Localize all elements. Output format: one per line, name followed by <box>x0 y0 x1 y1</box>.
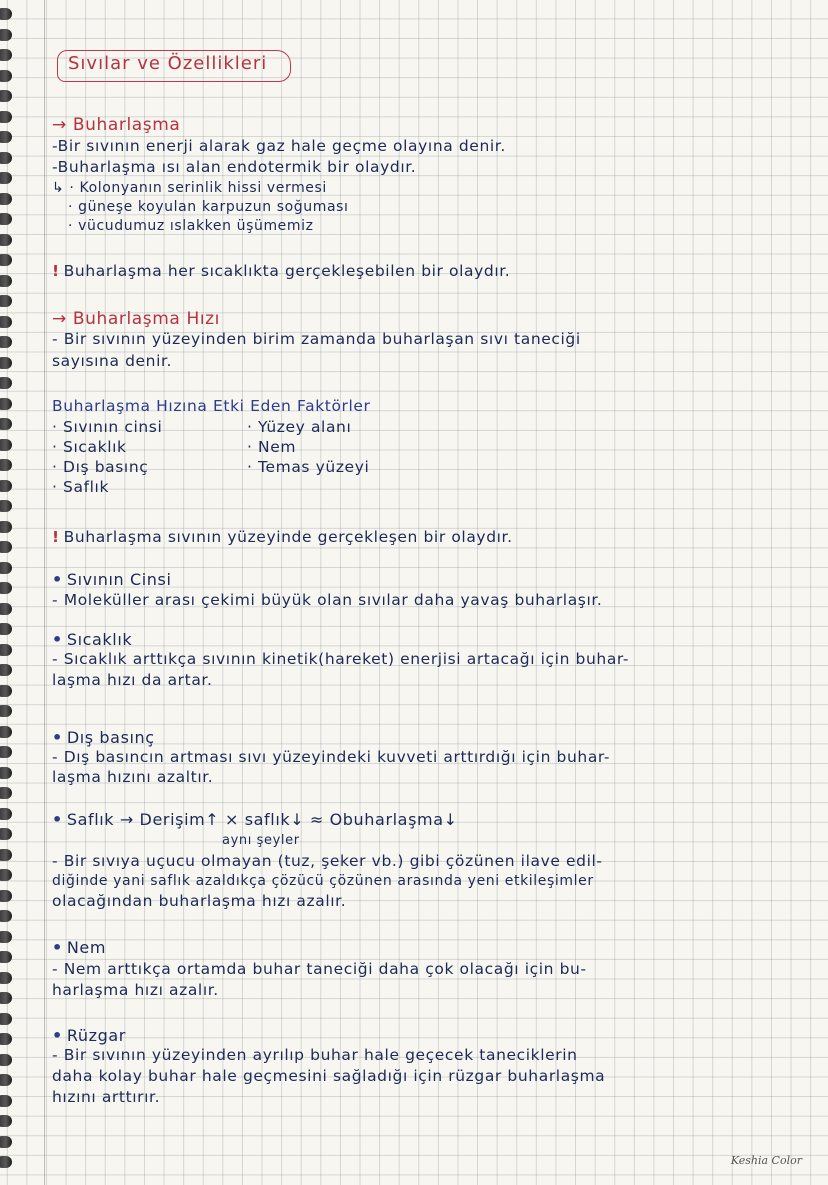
binding-ring <box>0 787 12 799</box>
binding-ring <box>0 808 12 820</box>
binding-ring <box>0 459 12 471</box>
binding-ring <box>0 1115 12 1127</box>
binding-ring <box>0 295 12 307</box>
binding-ring <box>0 972 12 984</box>
text-line: - Bir sıvının yüzeyinden ayrılıp buhar hale geçecek taneciklerin <box>52 1046 578 1064</box>
binding-ring <box>0 70 12 82</box>
binding-ring <box>0 1054 12 1066</box>
binding-ring <box>0 951 12 963</box>
heading-buharlasma: → Buharlaşma <box>52 115 181 135</box>
heading-text: Rüzgar <box>66 1026 126 1045</box>
text-line: - Bir sıvının yüzeyinden birim zamanda buharlaşan sıvı taneciği <box>52 330 581 348</box>
binding-ring <box>0 500 12 512</box>
binding-ring <box>0 131 12 143</box>
page-title: Sıvılar ve Özellikleri <box>68 53 268 74</box>
binding-ring <box>0 336 12 348</box>
binding-ring <box>0 726 12 738</box>
warning-text: Buharlaşma her sıcaklıkta gerçekleşebilen bir olaydır. <box>63 262 511 280</box>
binding-ring <box>0 931 12 943</box>
binding-ring <box>0 254 12 266</box>
text-line: · vücudumuz ıslakken üşümemiz <box>68 218 314 234</box>
text-line: hızını arttırır. <box>52 1088 161 1106</box>
binding-ring <box>0 275 12 287</box>
binding-ring <box>0 685 12 697</box>
factor-item: · Temas yüzeyi <box>247 458 370 476</box>
factor-item: · Sıvının cinsi <box>52 418 163 436</box>
margin-line <box>44 0 45 1185</box>
text-line: sayısına denir. <box>52 352 173 370</box>
binding-ring <box>0 746 12 758</box>
binding-ring <box>0 111 12 123</box>
heading-text: Dış basınç <box>66 728 155 747</box>
text-line: - Moleküller arası çekimi büyük olan sıvılar daha yavaş buharlaşır. <box>52 591 603 609</box>
text-line: olacağından buharlaşma hızı azalır. <box>52 892 347 910</box>
binding-ring <box>0 8 12 20</box>
binding-ring <box>0 562 12 574</box>
text-line: - Nem arttıkça ortamda buhar taneciği daha çok olacağı için bu- <box>52 960 587 978</box>
heading-sicaklik <box>52 630 132 650</box>
heading-text: Sıcaklık <box>66 630 133 649</box>
heading-saflik <box>52 810 458 830</box>
binding-ring <box>0 172 12 184</box>
binding-ring <box>0 767 12 779</box>
warning-text: Buharlaşma sıvının yüzeyinde gerçekleşen bir olaydır. <box>63 528 513 546</box>
binding-ring <box>0 582 12 594</box>
binding-ring <box>0 705 12 717</box>
binding-ring <box>0 623 12 635</box>
binding-ring <box>0 90 12 102</box>
binding-ring <box>0 480 12 492</box>
text-line: harlaşma hızı azalır. <box>52 981 219 999</box>
heading-hiz: → Buharlaşma Hızı <box>52 309 220 329</box>
binding-ring <box>0 193 12 205</box>
text-line: - Sıcaklık arttıkça sıvının kinetik(hareket) enerjisi artacağı için buhar- <box>52 650 630 668</box>
binding-ring <box>0 521 12 533</box>
binding-ring <box>0 316 12 328</box>
binding-ring <box>0 603 12 615</box>
factor-item: · Nem <box>247 438 297 456</box>
binding-ring <box>0 357 12 369</box>
binding-ring <box>0 869 12 881</box>
heading-ruzgar <box>52 1026 126 1046</box>
factor-item: · Dış basınç <box>52 458 149 476</box>
binding-ring <box>0 890 12 902</box>
text-line: ↳ · Kolonyanın serinlik hissi vermesi <box>52 180 327 196</box>
binding-ring <box>0 828 12 840</box>
factor-item: · Yüzey alanı <box>247 418 352 436</box>
factor-item: · Saflık <box>52 478 110 496</box>
binding-ring <box>0 213 12 225</box>
factor-item: · Sıcaklık <box>52 438 127 456</box>
text-line: laşma hızı da artar. <box>52 671 213 689</box>
text-line: laşma hızını azaltır. <box>52 768 214 786</box>
binding-ring <box>0 1013 12 1025</box>
bullet-icon: • <box>52 938 63 957</box>
exclamation-icon: ! <box>52 528 60 546</box>
bullet-icon: • <box>52 630 63 649</box>
binding-ring <box>0 418 12 430</box>
binding-ring <box>0 29 12 41</box>
text-line: - Dış basıncın artması sıvı yüzeyindeki kuvveti arttırdığı için buhar- <box>52 748 611 766</box>
binding-ring <box>0 664 12 676</box>
binding-ring <box>0 439 12 451</box>
heading-text: Sıvının Cinsi <box>66 570 172 589</box>
spiral-binding <box>0 0 18 1185</box>
warning-note-2 <box>52 528 513 548</box>
binding-ring <box>0 152 12 164</box>
binding-ring <box>0 541 12 553</box>
bullet-icon: • <box>52 810 63 829</box>
heading-text: Nem <box>66 938 107 957</box>
binding-ring <box>0 1136 12 1148</box>
text-line: -Bir sıvının enerji alarak gaz hale geçme olayına denir. <box>52 137 506 155</box>
text-line: diğinde yani saflık azaldıkça çözücü çözünen arasında yeni etkileşimler <box>52 873 594 889</box>
text-line: daha kolay buhar hale geçmesini sağladığı için rüzgar buharlaşma <box>52 1067 606 1085</box>
text-line: · güneşe koyulan karpuzun soğuması <box>68 199 349 215</box>
heading-cins <box>52 570 172 590</box>
text-line: -Buharlaşma ısı alan endotermik bir olaydır. <box>52 158 417 176</box>
binding-ring <box>0 234 12 246</box>
bullet-icon: • <box>52 570 63 589</box>
text-line: - Bir sıvıya uçucu olmayan (tuz, şeker vb.) gibi çözünen ilave edil- <box>52 852 603 870</box>
binding-ring <box>0 1095 12 1107</box>
bullet-icon: • <box>52 728 63 747</box>
bullet-icon: • <box>52 1026 63 1045</box>
annotation-note: aynı şeyler <box>222 833 300 848</box>
heading-text: Saflık → Derişim↑ × saflık↓ ≈ Obuharlaşma↓ <box>66 810 458 829</box>
heading-basinc <box>52 728 155 748</box>
binding-ring <box>0 377 12 389</box>
binding-ring <box>0 849 12 861</box>
binding-ring <box>0 1074 12 1086</box>
binding-ring <box>0 910 12 922</box>
exclamation-icon: ! <box>52 262 60 280</box>
heading-nem <box>52 938 106 958</box>
binding-ring <box>0 644 12 656</box>
binding-ring <box>0 992 12 1004</box>
signature: Keshia Color <box>730 1154 802 1167</box>
binding-ring <box>0 1156 12 1168</box>
warning-note-1 <box>52 262 510 282</box>
binding-ring <box>0 1033 12 1045</box>
heading-factors: Buharlaşma Hızına Etki Eden Faktörler <box>52 397 371 415</box>
binding-ring <box>0 49 12 61</box>
binding-ring <box>0 398 12 410</box>
